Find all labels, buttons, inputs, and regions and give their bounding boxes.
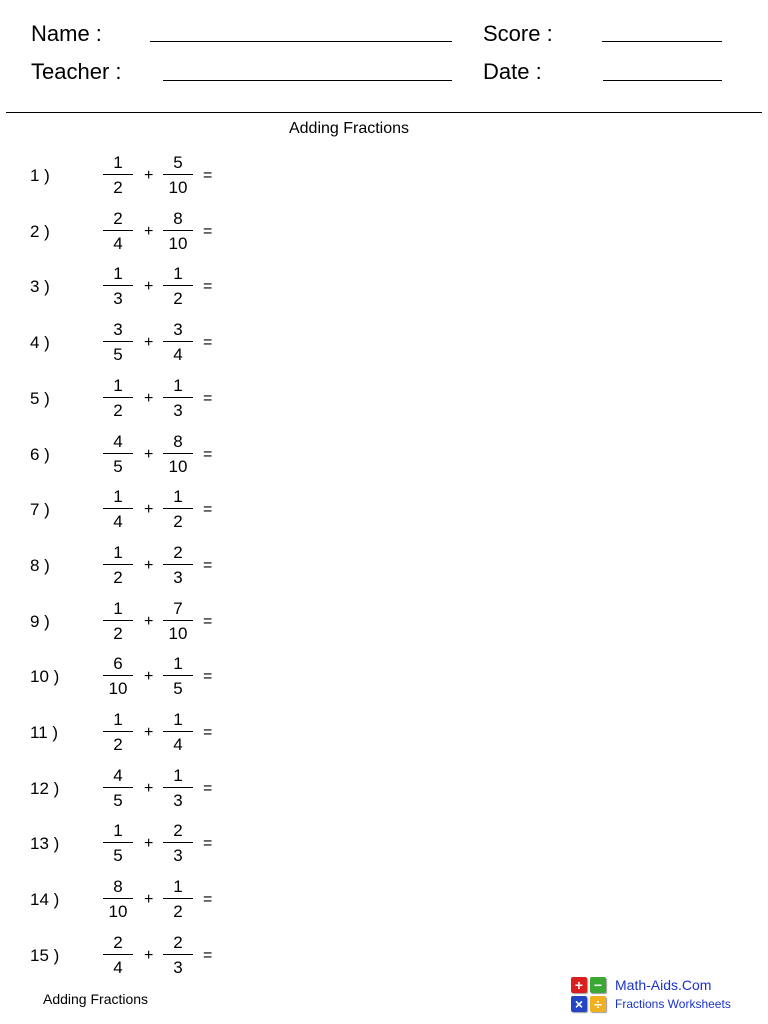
fraction-b: [162, 599, 194, 645]
fraction-b-denominator: 4: [173, 735, 183, 754]
problem-number: 11 ): [30, 723, 59, 742]
plus-sign: +: [144, 556, 154, 574]
fraction-b-denominator: 3: [173, 567, 183, 587]
fraction-b: [162, 153, 194, 199]
fraction-b-numerator: 2: [173, 542, 183, 562]
fraction-b: [162, 264, 194, 310]
fraction-a: [102, 599, 134, 645]
problem-row: [0, 428, 300, 484]
fraction-a-denominator: 5: [113, 846, 123, 866]
fraction-a-denominator: 2: [113, 735, 123, 754]
fraction-b-denominator: 10: [168, 178, 188, 197]
fraction-a: [102, 264, 134, 310]
fraction-b-numerator: 5: [173, 153, 183, 172]
fraction-b-denominator: 10: [168, 456, 188, 476]
problem-number: 1 ): [30, 166, 50, 185]
fraction-a-denominator: 5: [113, 456, 123, 476]
problem-row: [0, 372, 300, 428]
plus-sign: +: [144, 167, 154, 184]
problem-number: 14 ): [30, 890, 60, 910]
equals-sign: =: [203, 835, 213, 853]
footer-label: Adding Fractions: [43, 991, 149, 1007]
plus-sign: +: [144, 278, 154, 296]
fraction-a-numerator: 1: [113, 710, 123, 729]
fraction-b-numerator: 8: [173, 431, 183, 451]
problem-number: 2 ): [30, 221, 50, 241]
equals-sign: =: [203, 222, 213, 240]
equals-sign: =: [203, 445, 213, 463]
fraction-b: [162, 654, 194, 700]
fraction-a-denominator: 3: [113, 289, 123, 309]
fraction-a-denominator: 5: [113, 345, 123, 365]
score-label: Score :: [483, 21, 553, 46]
fraction-b-numerator: 1: [173, 710, 183, 729]
equals-sign: =: [203, 946, 213, 964]
fraction-b-denominator: 3: [173, 790, 183, 810]
equals-sign: =: [203, 278, 213, 296]
worksheet-title: Adding Fractions: [288, 120, 410, 137]
fraction-a: [102, 432, 134, 478]
fraction-b-numerator: 8: [173, 208, 183, 228]
fraction-b: [162, 376, 194, 422]
divide-tile-icon: ÷: [590, 996, 606, 1012]
teacher-blank-line: [163, 80, 452, 81]
fraction-b: [162, 543, 194, 589]
fraction-b-denominator: 10: [168, 233, 188, 253]
plus-sign: +: [144, 501, 154, 519]
problem-row: [0, 817, 300, 873]
problem-number: 6 ): [30, 444, 50, 464]
fraction-a-numerator: 8: [113, 877, 123, 897]
fraction-a-denominator: 2: [113, 623, 123, 643]
fraction-a: [102, 320, 134, 366]
plus-sign: +: [144, 779, 154, 797]
fraction-b-denominator: 2: [173, 902, 183, 922]
date-blank-line: [603, 80, 722, 81]
fraction-b-numerator: 2: [173, 932, 183, 952]
fraction-b: [162, 821, 194, 867]
fraction-a-denominator: 10: [108, 679, 128, 699]
fraction-b: [162, 710, 194, 756]
fraction-b: [162, 209, 194, 255]
fraction-a-denominator: 2: [113, 178, 123, 197]
fraction-a: [102, 543, 134, 589]
fraction-b: [162, 933, 194, 979]
name-label: Name :: [31, 21, 102, 46]
fraction-a-denominator: 2: [113, 567, 123, 587]
problem-row: [0, 149, 300, 205]
problem-number: 8 ): [30, 555, 50, 575]
date-label: Date :: [483, 59, 542, 84]
fraction-a: [102, 821, 134, 867]
fraction-a-numerator: 1: [113, 598, 123, 618]
equals-sign: =: [203, 668, 213, 686]
logo-site-name: Math-Aids.Com: [615, 977, 712, 993]
fraction-a: [102, 654, 134, 700]
fraction-a-numerator: 1: [113, 542, 123, 562]
equals-sign: =: [203, 501, 213, 519]
fraction-a: [102, 933, 134, 979]
problem-number: 7 ): [30, 500, 50, 520]
problem-row: [0, 260, 300, 316]
fraction-b-numerator: 3: [173, 320, 183, 340]
fraction-a-denominator: 2: [113, 400, 123, 420]
teacher-label: Teacher :: [31, 59, 122, 84]
fraction-a-numerator: 6: [113, 654, 123, 674]
fraction-a-numerator: 2: [113, 208, 123, 228]
fraction-a-denominator: 5: [113, 790, 123, 810]
fraction-b: [162, 766, 194, 812]
fraction-a-numerator: 1: [113, 264, 123, 284]
math-aids-logo: [570, 976, 760, 1016]
operations-icon: [570, 976, 610, 1016]
score-blank-line: [602, 41, 722, 42]
problem-number: 9 ): [30, 611, 50, 631]
problem-row: [0, 873, 300, 929]
fraction-b-denominator: 2: [173, 512, 183, 532]
plus-sign: +: [144, 946, 154, 964]
equals-sign: =: [203, 167, 213, 184]
fraction-a: [102, 153, 134, 199]
fraction-a-numerator: 1: [113, 487, 123, 507]
fraction-a-denominator: 4: [113, 512, 123, 532]
fraction-b: [162, 320, 194, 366]
plus-sign: +: [144, 668, 154, 686]
equals-sign: =: [203, 389, 213, 407]
fraction-b-denominator: 3: [173, 846, 183, 866]
equals-sign: =: [203, 779, 213, 797]
fraction-b: [162, 487, 194, 533]
fraction-b-numerator: 1: [173, 877, 183, 897]
plus-sign: +: [144, 222, 154, 240]
problem-row: [0, 539, 300, 595]
fraction-a: [102, 376, 134, 422]
equals-sign: =: [203, 334, 213, 352]
fraction-a-numerator: 1: [113, 153, 123, 172]
plus-sign: +: [144, 835, 154, 853]
equals-sign: =: [203, 891, 213, 909]
equals-sign: =: [203, 556, 213, 574]
plus-sign: +: [144, 891, 154, 909]
fraction-a-denominator: 10: [108, 902, 128, 922]
fraction-b-numerator: 1: [173, 654, 183, 674]
equals-sign: =: [203, 724, 213, 741]
header-divider: [6, 112, 762, 113]
plus-sign: +: [144, 612, 154, 630]
times-tile-icon: ×: [571, 996, 587, 1012]
problem-row: [0, 650, 300, 706]
fraction-b-denominator: 3: [173, 400, 183, 420]
fraction-a-denominator: 4: [113, 957, 123, 977]
problem-number: 12 ): [30, 778, 60, 798]
problem-number: 4 ): [30, 333, 50, 353]
problem-row: [0, 205, 300, 261]
problem-number: 3 ): [30, 277, 50, 297]
fraction-b-numerator: 7: [173, 598, 183, 618]
fraction-b-numerator: 1: [173, 487, 183, 507]
problem-row: [0, 483, 300, 539]
fraction-b-denominator: 2: [173, 289, 183, 309]
problem-row: [0, 316, 300, 372]
fraction-a-numerator: 1: [113, 375, 123, 395]
minus-tile-icon: −: [590, 977, 606, 993]
problem-row: [0, 706, 300, 762]
fraction-a-numerator: 3: [113, 320, 123, 340]
fraction-a: [102, 877, 134, 923]
fraction-a-numerator: 4: [113, 431, 123, 451]
fraction-b-denominator: 4: [173, 345, 183, 365]
problem-number: 15 ): [30, 945, 60, 965]
fraction-b: [162, 432, 194, 478]
fraction-b-denominator: 10: [168, 623, 188, 643]
fraction-b-numerator: 2: [173, 821, 183, 841]
problem-row: [0, 762, 300, 818]
fraction-a-numerator: 1: [113, 821, 123, 841]
plus-sign: +: [144, 724, 154, 741]
fraction-b-denominator: 3: [173, 957, 183, 977]
plus-sign: +: [144, 334, 154, 352]
fraction-a-numerator: 4: [113, 765, 123, 785]
fraction-a: [102, 487, 134, 533]
logo-subtitle: Fractions Worksheets: [615, 997, 731, 1011]
fraction-a-numerator: 2: [113, 932, 123, 952]
fraction-a: [102, 766, 134, 812]
problem-number: 5 ): [30, 388, 50, 408]
fraction-b: [162, 877, 194, 923]
fraction-b-numerator: 1: [173, 765, 183, 785]
fraction-a-denominator: 4: [113, 233, 123, 253]
plus-sign: +: [144, 445, 154, 463]
plus-tile-icon: +: [571, 977, 587, 993]
plus-sign: +: [144, 389, 154, 407]
problem-row: [0, 595, 300, 651]
problem-number: 13 ): [30, 834, 60, 854]
fraction-b-denominator: 5: [173, 679, 183, 699]
fraction-b-numerator: 1: [173, 375, 183, 395]
fraction-b-numerator: 1: [173, 264, 183, 284]
name-blank-line: [150, 41, 452, 42]
problem-row: [0, 929, 300, 985]
problem-number: 10 ): [30, 667, 60, 687]
fraction-a: [102, 710, 134, 756]
equals-sign: =: [203, 612, 213, 630]
fraction-a: [102, 209, 134, 255]
